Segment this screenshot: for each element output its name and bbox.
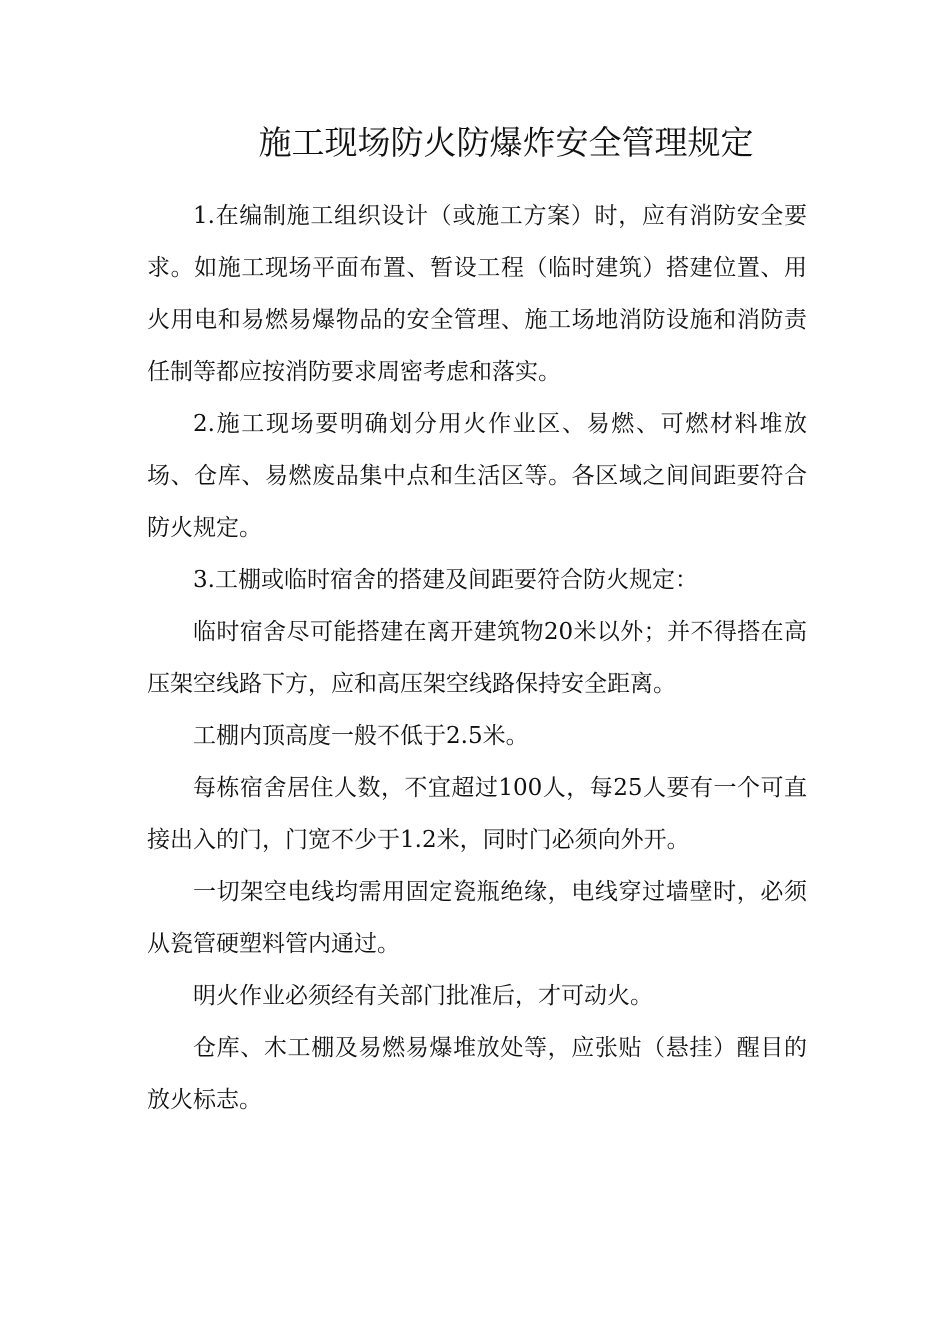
paragraph-4: 临时宿舍尽可能搭建在离开建筑物20米以外；并不得搭在高压架空线路下方，应和高压架空线路保持安全距离。 [147,619,807,697]
paragraph-2: 2.施工现场要明确划分用火作业区、易燃、可燃材料堆放场、仓库、易燃废品集中点和生活区等。各区域之间间距要符合防火规定。 [147,411,807,541]
document-title: 施工现场防火防爆炸安全管理规定 [258,123,754,162]
document-body [147,190,807,1126]
paragraph-5: 工棚内顶高度一般不低于2.5米。 [193,723,529,749]
paragraph-3: 3.工棚或临时宿舍的搭建及间距要符合防火规定： [193,567,698,593]
paragraph-6: 每栋宿舍居住人数，不宜超过100人，每25人要有一个可直接出入的门，门宽不少于1.2米，同时门必须向外开。 [147,775,807,853]
paragraph-9: 仓库、木工棚及易燃易爆堆放处等，应张贴（悬挂）醒目的放火标志。 [147,1035,807,1113]
paragraph-7: 一切架空电线均需用固定瓷瓶绝缘，电线穿过墙壁时，必须从瓷管硬塑料管内通过。 [147,879,807,957]
paragraph-8: 明火作业必须经有关部门批准后，才可动火。 [193,983,653,1009]
paragraph-1: 1.在编制施工组织设计（或施工方案）时，应有消防安全要求。如施工现场平面布置、暂设工程（临时建筑）搭建位置、用火用电和易燃易爆物品的安全管理、施工场地消防设施和消防责任制等都应按消防要求周密考虑和落实。 [147,203,807,385]
